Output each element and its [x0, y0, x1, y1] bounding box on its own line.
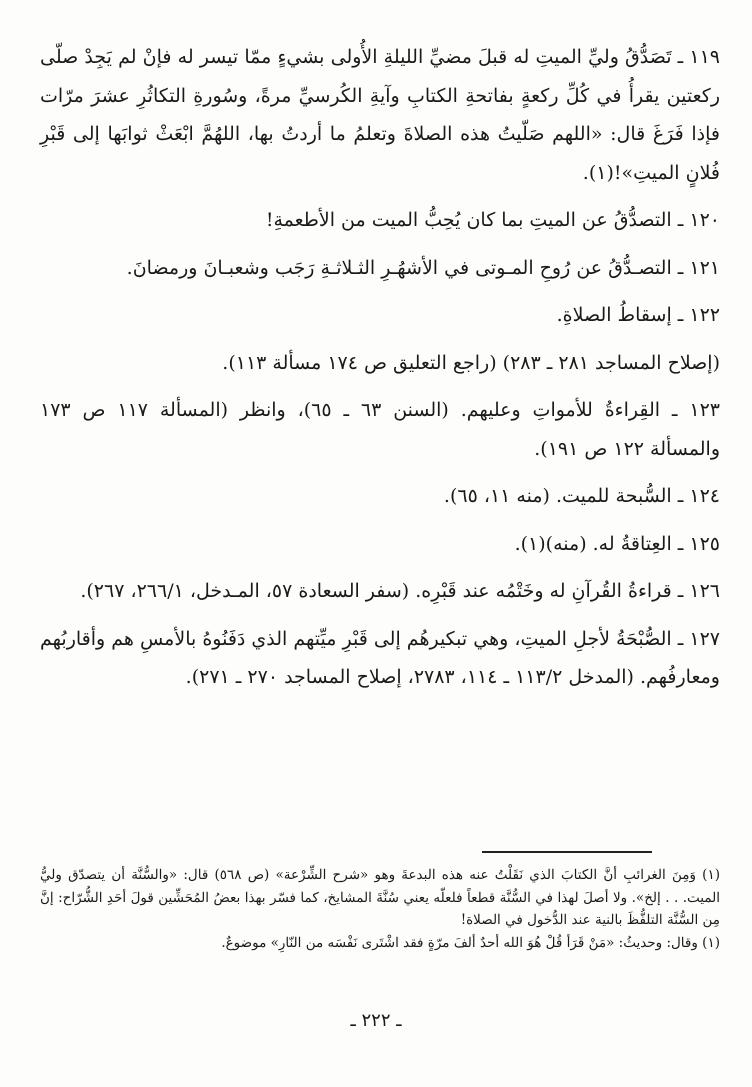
footnote-1: (١) وَمِنَ الغرائبِ أنَّ الكتابَ الذي نَقَلْتُ عنه هذه البدعةَ وهو «شرح الشِّرْعة» (ص ٥٦٨) قال: «والسُّنَّة أن يتصدّق وليُّ الميت. . . إلخ». ولا أصلَ لهذا في السُّنَّة قطعاً فلعلّه يعني سُنَّةَ المشايخ، كما فسّر بهذا بعضُ المُحَشِّين قولَ أحَدِ الشُّرّاح: إنَّ مِن السُّنَّة التلفُّظَ بالنية عند الدُّخول في الصلاة!	[40, 867, 720, 928]
main-text	[40, 38, 720, 706]
footnote-divider	[482, 851, 652, 853]
item-127: ١٢٧ ـ الصُّبْحَةُ لأجلِ الميتِ، وهي تبكيرهُم إلى قَبْرِ ميِّتهم الذي دَفَنُوهُ بالأمسِ هم وأقاربُهم ومعارفُهم. (المدخل ١١٣/٢ ـ ١١٤، ٢٧٨٣، إصلاح المساجد ٢٧٠ ـ ٢٧١).	[40, 627, 720, 688]
item-123: ١٢٣ ـ القِراءةُ للأمواتِ وعليهم. (السنن ٦٣ ـ ٦٥)، وانظر (المسألة ١١٧ ص ١٧٣ والمسألة ١٢٢ ص ١٩١).	[40, 399, 720, 460]
item-124: ١٢٤ ـ السُّبحة للميت. (منه ١١، ٦٥).	[443, 485, 720, 507]
footnote-2: (١) وقال: وحديثُ: «مَنْ قَرَأ قُلْ هُوَ الله أحدٌ ألفَ مرّةٍ فقد اشْتَرى نَفْسَه من النّارِ» موضوعٌ.	[221, 934, 720, 951]
item-121: ١٢١ ـ التصـدُّقُ عن رُوحِ المـوتى في الأشهُـرِ الثـلاثـةِ رَجَب وشعبـانَ ورمضانَ.	[126, 256, 720, 279]
item-122: ١٢٢ ـ إسقاطُ الصلاةِ.	[556, 304, 720, 326]
page-number: ـ ٢٢٢ ـ	[350, 1010, 402, 1031]
item-119: ١١٩ ـ تَصَدُّقُ وليِّ الميتِ له قبلَ مضيِّ الليلةِ الأُولى بشيءٍ ممّا تيسر له فإنْ لم يَجِدْ صلّى ركعتين يقرأُ في كُلِّ ركعةٍ بفاتحةِ الكتابِ وآيةِ الكُرسيِّ مرةً، وسُورةِ التكاثُرِ عشرَ مرّات فإذا فَرَغَ قال: «اللهم صَلّيتُ هذه الصلاةَ وتعلمُ ما أردتُ بها، اللهُمَّ ابْعَثْ ثوابَها إلى قَبْرِ فُلانٍ الميتِ»!(١).	[40, 46, 720, 184]
footnotes	[40, 864, 720, 954]
item-120: ١٢٠ ـ التصدُّقُ عن الميتِ بما كان يُحِبُّ الميت من الأطعمةِ!	[265, 209, 720, 231]
item-122-reference: (إصلاح المساجد ٢٨١ ـ ٢٨٣) (راجع التعليق ص ١٧٤ مسألة ١١٣).	[222, 351, 720, 374]
item-126: ١٢٦ ـ قراءةُ القُرآنِ له وخَتْمُه عند قَبْرِه. (سفر السعادة ٥٧، المـدخل، ٢٦٦/١، ٢٦٧).	[80, 580, 720, 602]
item-125: ١٢٥ ـ العِتاقةُ له. (منه)(١).	[514, 532, 720, 555]
